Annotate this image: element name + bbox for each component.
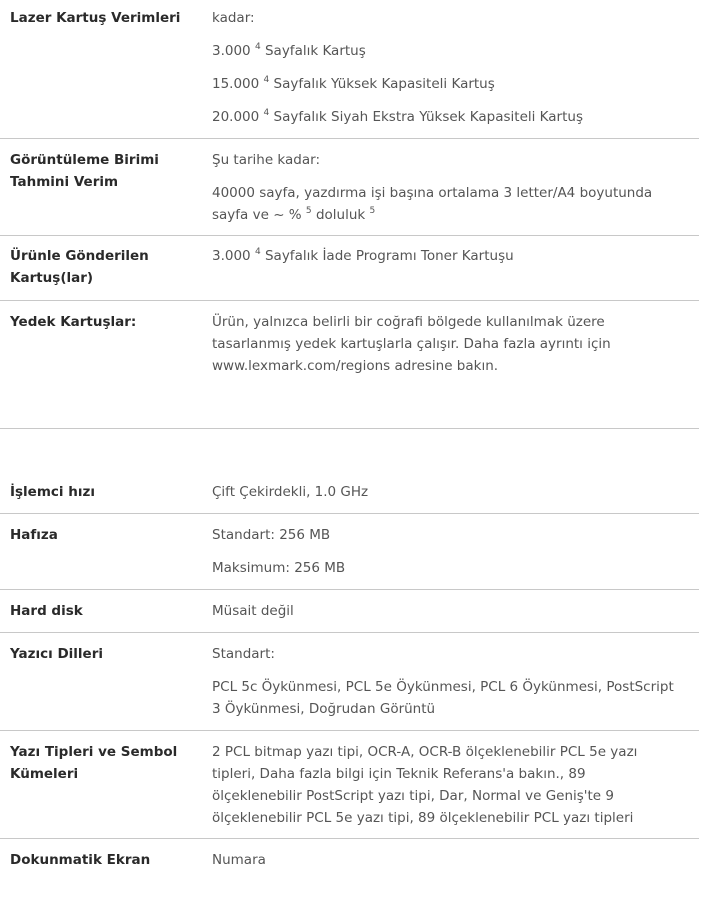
spec-line: Standart: 256 MB bbox=[212, 527, 331, 543]
spec-value bbox=[212, 524, 699, 589]
spec-value bbox=[212, 149, 699, 235]
spec-value bbox=[212, 849, 699, 879]
spec-line: 20.000 $^4$ Sayfalık Siyah Ekstra Yüksek Kapasiteli Kartuş bbox=[212, 107, 583, 125]
spec-value bbox=[212, 481, 699, 513]
spec-line: 40000 sayfa, yazdırma işi başına ortalama 3 letter/A4 boyutunda sayfa ve ~ % $^5$ doluluk $^5$ bbox=[212, 185, 653, 223]
spec-label: Dokunmatik Ekran bbox=[10, 852, 151, 868]
spec-value bbox=[212, 600, 699, 632]
spec-line: 2 PCL bitmap yazı tipi, OCR-A, OCR-B ölçeklenebilir PCL 5e yazı tipleri, Daha fazla bilgi için Teknik Referans'a bakın., 89 ölçeklenebilir PostScript yazı tipi, Dar, Normal ve Geniş'te 9 ölçeklenebilir PCL 5e yazı tipi, 89 ölçeklenebilir PCL yazı tipleri bbox=[212, 744, 638, 826]
spec-row-laser-yield bbox=[0, 0, 699, 139]
spec-row-imaging-yield bbox=[0, 139, 699, 236]
spec-row-memory bbox=[0, 514, 699, 590]
spec-line: Standart: bbox=[212, 646, 275, 662]
spec-line: 3.000 $^4$ Sayfalık İade Programı Toner Kartuşu bbox=[212, 246, 514, 264]
spec-line: Maksimum: 256 MB bbox=[212, 560, 346, 576]
spec-line: 3.000 $^4$ Sayfalık Kartuş bbox=[212, 41, 366, 59]
spec-row-shipped-cartridges bbox=[0, 236, 699, 301]
spec-line: Müsait değil bbox=[212, 603, 294, 619]
spec-label: Lazer Kartuş Verimleri bbox=[10, 10, 181, 26]
spec-line: 15.000 $^4$ Sayfalık Yüksek Kapasiteli Kartuş bbox=[212, 74, 495, 92]
spec-label: Ürünle Gönderilen Kartuş(lar) bbox=[10, 248, 149, 286]
spec-value bbox=[212, 245, 699, 300]
hardware-spec-table bbox=[0, 470, 699, 879]
spec-row-hard-disk bbox=[0, 590, 699, 633]
spec-value bbox=[212, 311, 699, 428]
spec-line: Ürün, yalnızca belirli bir coğrafi bölgede kullanılmak üzere tasarlanmış yedek kartuşlarla çalışır. Daha fazla ayrıntı için www.lexmark.com/regions adresine bakın. bbox=[212, 314, 611, 374]
spec-label: Hafıza bbox=[10, 527, 58, 543]
spec-row-processor bbox=[0, 470, 699, 514]
spec-row-touch-screen bbox=[0, 839, 699, 879]
spec-line: PCL 5c Öykünmesi, PCL 5e Öykünmesi, PCL 6 Öykünmesi, PostScript 3 Öykünmesi, Doğrudan Görüntü bbox=[212, 679, 674, 717]
spec-line: Numara bbox=[212, 852, 266, 868]
spec-label: Yedek Kartuşlar: bbox=[10, 314, 137, 330]
spec-value bbox=[212, 741, 699, 838]
cartridge-spec-table bbox=[0, 0, 699, 429]
spec-row-fonts bbox=[0, 731, 699, 839]
spec-label: Yazı Tipleri ve Sembol Kümeleri bbox=[10, 744, 178, 782]
spec-label: İşlemci hızı bbox=[10, 484, 95, 500]
spec-line: Çift Çekirdekli, 1.0 GHz bbox=[212, 484, 369, 500]
spec-line: Şu tarihe kadar: bbox=[212, 152, 320, 168]
spec-label: Yazıcı Dilleri bbox=[10, 646, 103, 662]
spec-line: kadar: bbox=[212, 10, 255, 26]
spec-value bbox=[212, 7, 699, 138]
spec-value bbox=[212, 643, 699, 730]
spec-label: Görüntüleme Birimi Tahmini Verim bbox=[10, 152, 159, 190]
spec-row-printer-languages bbox=[0, 633, 699, 731]
spec-row-replacement-cartridges bbox=[0, 301, 699, 429]
spec-label: Hard disk bbox=[10, 603, 83, 619]
